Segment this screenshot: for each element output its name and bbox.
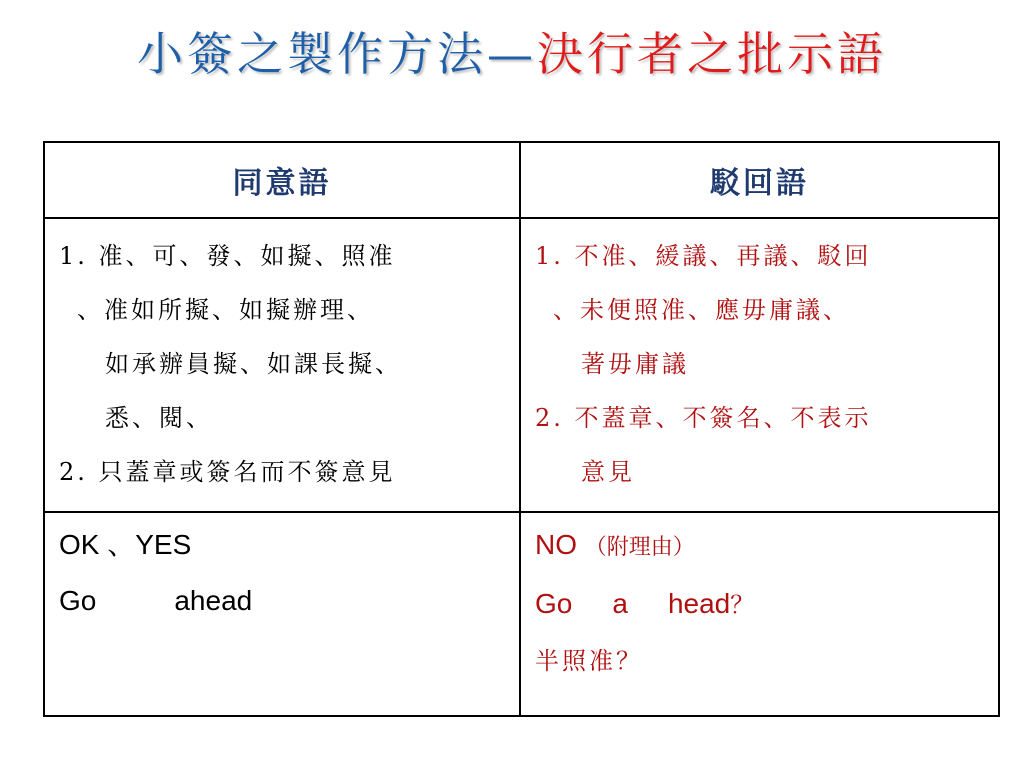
reject-english-head: head <box>667 588 731 619</box>
reject-english-line1 <box>535 517 992 576</box>
reject-english-line2 <box>535 576 992 633</box>
approve-item1-line4: 悉、閱、 <box>105 404 213 432</box>
reject-item1-line1: 1. 不准、緩議、再議、駁回 <box>535 242 872 270</box>
approve-english-line2 <box>59 573 513 629</box>
reject-english-question: ？ <box>730 591 758 619</box>
approve-english-ahead: ahead <box>174 585 253 616</box>
reject-english-a: a <box>612 588 628 619</box>
approve-item2: 2. 只蓋章或簽名而不簽意見 <box>59 458 396 486</box>
header-reject: 駁回語 <box>520 142 999 218</box>
reject-item1-line3: 著毋庸議 <box>581 350 689 378</box>
approve-item1-line3: 如承辦員擬、如課長擬、 <box>105 350 402 378</box>
approve-english-cell <box>44 512 520 716</box>
approve-english-go: Go <box>59 585 97 616</box>
approve-item1-line2: 、准如所擬、如擬辦理、 <box>77 296 374 324</box>
reject-english-go: Go <box>535 588 573 619</box>
header-row <box>44 142 999 218</box>
reject-item1-line2: 、未便照准、應毋庸議、 <box>553 296 850 324</box>
english-row <box>44 512 999 716</box>
header-approve: 同意語 <box>44 142 520 218</box>
reject-english-reason: （附理由） <box>584 535 695 560</box>
reject-item2-line2: 意見 <box>581 458 635 486</box>
reject-phrases-cell <box>520 218 999 512</box>
reject-english-no: NO <box>535 529 577 560</box>
title-red-part: 決行者之批示語 <box>537 27 887 81</box>
approve-item1-line1: 1. 准、可、發、如擬、照准 <box>59 242 396 270</box>
title-blue-part: 小簽之製作方法— <box>137 27 537 81</box>
reject-item2-line1: 2. 不蓋章、不簽名、不表示 <box>535 404 872 432</box>
reject-english-cell <box>520 512 999 716</box>
slide-title <box>0 22 1024 86</box>
approve-phrases-cell <box>44 218 520 512</box>
phrases-row <box>44 218 999 512</box>
approve-english-line1: OK 、YES <box>59 529 192 560</box>
reject-english-line3: 半照准？ <box>535 647 643 675</box>
comparison-table <box>43 141 1000 717</box>
